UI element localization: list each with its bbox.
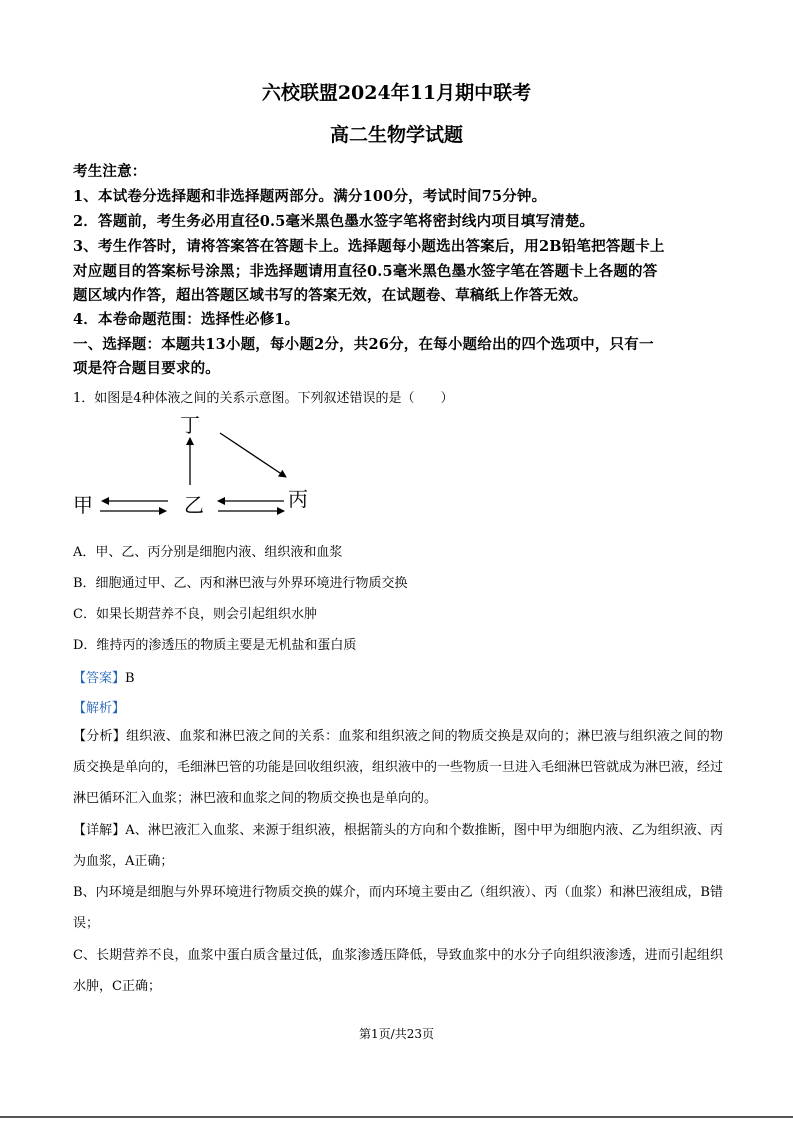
exam-subtitle: 高二生物学试题 — [329, 124, 463, 146]
option-b: B．细胞通过甲、乙、丙和淋巴液与外界环境进行物质交换 — [73, 576, 408, 591]
diagram-label-bing: 丙 — [288, 487, 308, 511]
detail-a-text: A、淋巴液汇入血浆、来源于组织液，根据箭头的方向和个数推断，图中甲为细胞内液、乙为组织液、丙为血浆，A正确； — [73, 823, 723, 869]
body-fluid-diagram — [60, 405, 360, 530]
answer-line — [73, 667, 135, 686]
page-footer: 第1页/共23页 — [359, 1027, 434, 1041]
diagram-label-yi: 乙 — [184, 493, 204, 517]
fenxi-tag: 【分析】 — [73, 729, 127, 744]
diagram-label-jia: 甲 — [73, 493, 93, 517]
analysis-tag: 【解析】 — [73, 701, 126, 716]
section-heading-a: 一、选择题：本题共13小题，每小题2分，共26分，在每小题给出的四个选项中，只有一 — [73, 336, 654, 353]
notice-line-3b: 对应题目的答案标号涂黑；非选择题请用直径0.5毫米黑色墨水签字笔在答题卡上各题的答 — [73, 263, 658, 280]
exam-title: 六校联盟2024年11月期中联考 — [261, 82, 532, 104]
notice-line-3c: 题区域内作答，超出答题区域书写的答案无效，在试题卷、草稿纸上作答无效。 — [73, 287, 588, 304]
notice-line-3a: 3、考生作答时，请将答案答在答题卡上。选择题每小题选出答案后，用2B铅笔把答题卡上 — [73, 238, 665, 255]
detail-paragraph-b: B、内环境是细胞与外界环境进行物质交换的媒介，而内环境主要由乙（组织液）、丙（血浆）和淋巴液组成，B错误； — [73, 885, 723, 931]
question-1-stem: 1．如图是4种体液之间的关系示意图。下列叙述错误的是（ ） — [73, 391, 454, 406]
notice-line-4: 4．本卷命题范围：选择性必修1。 — [73, 311, 300, 328]
diagram-label-ding: 丁 — [180, 413, 200, 437]
answer-value: B — [125, 671, 135, 686]
notice-line-1: 1、本试卷分选择题和非选择题两部分。满分100分，考试时间75分钟。 — [73, 188, 547, 205]
detail-paragraph-a — [73, 815, 723, 877]
option-d: D．维持丙的渗透压的物质主要是无机盐和蛋白质 — [73, 638, 357, 653]
option-a: A．甲、乙、丙分别是细胞内液、组织液和血浆 — [73, 545, 343, 560]
arrow-ding-to-bing — [220, 433, 286, 477]
xiangjie-tag: 【详解】 — [73, 823, 126, 838]
detail-paragraph-c: C、长期营养不良，血浆中蛋白质含量过低，血浆渗透压降低，导致血浆中的水分子向组织液渗透，进而引起组织水肿，C正确； — [73, 948, 723, 994]
answer-tag: 【答案】 — [73, 671, 126, 686]
notice-heading: 考生注意： — [73, 163, 147, 180]
option-c: C．如果长期营养不良，则会引起组织水肿 — [73, 607, 317, 622]
analysis-paragraph — [73, 721, 723, 814]
notice-line-2: 2．答题前，考生务必用直径0.5毫米黑色墨水签字笔将密封线内项目填写清楚。 — [73, 213, 595, 230]
fenxi-text: 组织液、血浆和淋巴液之间的关系：血浆和组织液之间的物质交换是双向的；淋巴液与组织液之间的物质交换是单向的，毛细淋巴管的功能是回收组织液，组织液中的一些物质一旦进入毛细淋巴管就成为淋巴液，经过淋巴循环汇入血浆；淋巴液和血浆之间的物质交换也是单向的。 — [73, 729, 724, 806]
section-heading-b: 项是符合题目要求的。 — [73, 360, 220, 377]
page-bottom-divider — [0, 1116, 793, 1118]
